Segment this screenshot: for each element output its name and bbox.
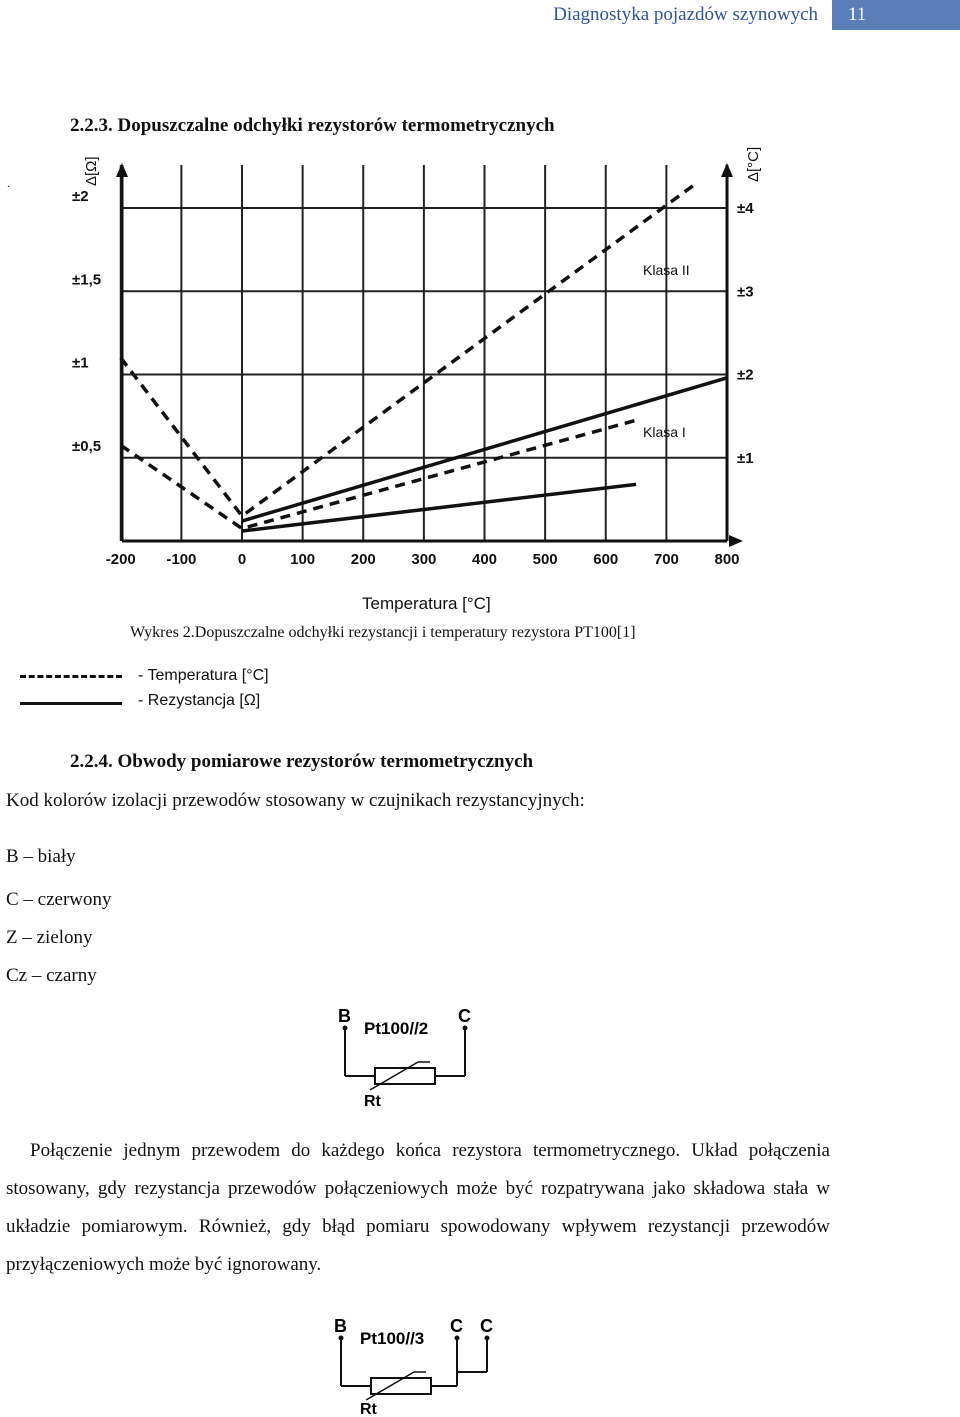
circuit2-terminal-c2: C [480, 1316, 493, 1336]
series-line-0 [121, 183, 697, 516]
legend-dashed-line [20, 675, 122, 678]
x-tick-label: 0 [237, 551, 247, 568]
y-right-tick-label: ±1 [737, 449, 754, 467]
series-line-3 [242, 484, 636, 531]
figure-caption: Wykres 2.Dopuszczalne odchyłki rezystancji i temperatury rezystora PT100[1] [130, 624, 636, 641]
color-code-b: B – biały [6, 846, 76, 867]
y-left-tick-label: ±1,5 [72, 271, 102, 289]
section-heading-2-2-4: 2.2.4. Obwody pomiarowe rezystorów termometrycznych [70, 751, 534, 772]
y-right-tick-label: ±3 [737, 283, 754, 301]
y-right-tick-label: ±4 [737, 200, 754, 217]
legend-solid-label: - Rezystancja [Ω] [138, 692, 261, 709]
pt100-3-wire-circuit [326, 1310, 506, 1417]
x-tick-label: 400 [471, 551, 498, 568]
circuit2-label: Pt100//3 [360, 1329, 425, 1348]
circuit1-terminal-b: B [338, 1006, 351, 1026]
x-tick-label: 100 [290, 551, 316, 568]
legend-dashed-label: - Temperatura [°C] [138, 667, 269, 684]
y-right-tick-label: ±2 [737, 366, 754, 384]
circuit2-rt-label: Rt [360, 1401, 377, 1417]
tolerance-chart [0, 140, 800, 595]
circuit-description-paragraph [6, 1132, 830, 1284]
annotation-klasa-i: Klasa I [643, 424, 686, 440]
annotation-klasa-ii: Klasa II [643, 262, 690, 278]
paragraph-text: Połączenie jednym przewodem do każdego końca rezystora termometrycznego. Układ połączenia stosowany, gdy rezystancja przewodów połączeniowych może być rozpatrywana jako składowa stała w układzie pomiarowym. Również, gdy błąd pomiaru spowodowany wpływem rezystancji przewodów przyłączeniowych może być ignorowany. [6, 1140, 830, 1275]
x-tick-label: 700 [653, 551, 679, 568]
y-left-axis-label: Δ[Ω] [83, 156, 100, 186]
x-tick-label: 500 [532, 551, 558, 568]
color-code-c: C – czerwony [6, 889, 112, 910]
circuit1-terminal-c: C [458, 1006, 471, 1026]
y-right-axis-label: Δ[°C] [745, 146, 762, 182]
circuit2-terminal-b: B [334, 1316, 347, 1336]
y-left-tick-label: ±0,5 [72, 437, 102, 455]
section-heading-2-2-3: 2.2.3. Dopuszczalne odchyłki rezystorów termometrycznych [70, 115, 555, 136]
x-tick-label: -100 [166, 551, 197, 568]
x-tick-label: 600 [593, 551, 619, 568]
y-axis-right-arrow [721, 163, 733, 177]
circuit1-label: Pt100//2 [364, 1019, 429, 1038]
x-tick-label: 300 [411, 551, 437, 568]
y-axis-left-arrow [116, 163, 128, 177]
pt100-2-wire-circuit [330, 1000, 490, 1112]
page-number: 11 [832, 0, 960, 30]
chart-x-axis-label: Temperatura [°C] [362, 594, 491, 613]
legend-solid-line [20, 702, 122, 705]
color-code-z: Z – zielony [6, 927, 93, 948]
x-tick-label: 200 [350, 551, 376, 568]
x-axis-arrow [729, 535, 743, 547]
color-code-intro: Kod kolorów izolacji przewodów stosowany w czujnikach rezystancyjnych: [6, 790, 585, 811]
circuit2-terminal-c1: C [450, 1316, 463, 1336]
running-header-title: Diagnostyka pojazdów szynowych [553, 4, 818, 25]
circuit1-rt-label: Rt [364, 1093, 381, 1110]
stray-dot: . [7, 176, 10, 190]
y-left-tick-label: ±2 [72, 188, 89, 205]
y-left-tick-label: ±1 [72, 354, 89, 372]
series-line-2 [121, 420, 636, 528]
x-tick-label: 800 [714, 551, 740, 568]
x-tick-label: -200 [105, 551, 136, 568]
color-code-cz: Cz – czarny [6, 965, 97, 986]
